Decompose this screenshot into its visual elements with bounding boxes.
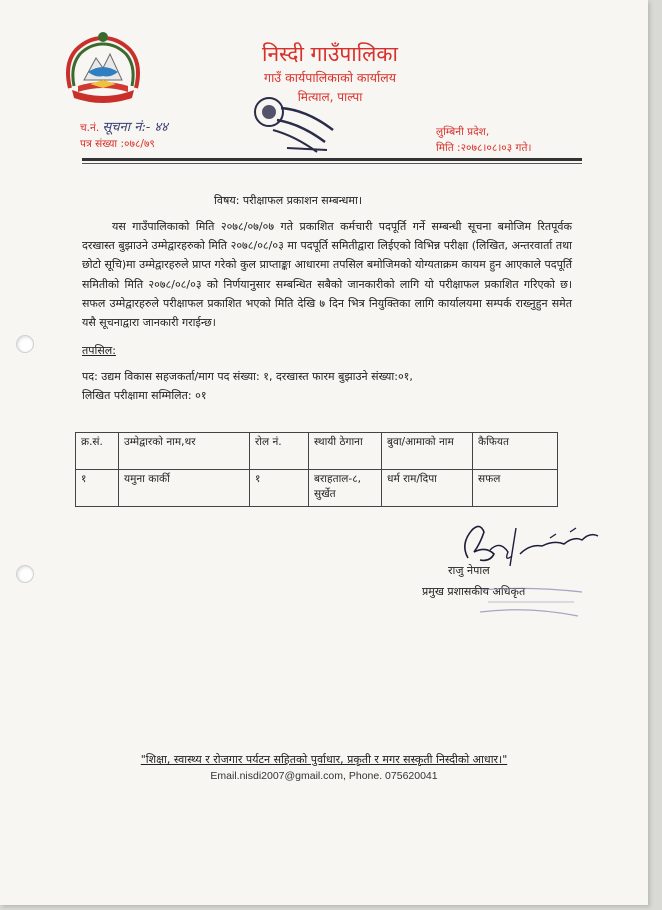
table-header-cell: उम्मेद्वारको नाम,थर [119, 433, 250, 470]
table-cell: सफल [473, 470, 558, 507]
post-text: उद्यम विकास सहजकर्ता/माग पद संख्या: १, दरखास्त फारम बुझाउने संख्या:०१, [97, 370, 413, 383]
signatory-title: प्रमुख प्रशासकीय अधिकृत [422, 585, 526, 598]
body-paragraph: यस गाउँपालिकाको मिति २०७८/०७/०७ गते प्रकाशित कर्मचारी पदपूर्ति गर्ने सम्बन्धी सूचना बमोजिम रितपूर्वक दरखास्त बुझाउने उम्मेद्वारहरुको मिति २०७८/०८/०३ मा पदपूर्ति समितीद्वारा लिईएको विभिन्न परीक्षा (लिखित, अन्तरवार्ता तथा छोटो सूचि)मा उम्मेद्वारहरुले प्राप्त गरेको कुल प्राप्ताङ्का आधारमा तपसिल बमोजिमको योग्यताक्रम कायम हुन आएकाले पदपूर्ति समितीको मिति २०७८/०८/०३ को निर्णयानुसार सम्बन्धित सबैको जानकारीको लागि यो परीक्षाफल प्रकाशित गरिएको छ। सफल उम्मेद्वारहरुले परीक्षाफल प्रकाशित भएको मिति देखि ७ दिन भित्र नियुक्तिका लागि कार्यालयमा सम्पर्क राख्नुहुन समेत यसै सूचनाद्वारा जानकारी गराईन्छ। [82, 220, 572, 330]
nepal-emblem-icon [60, 28, 146, 106]
footer-contact: Email.nisdi2007@gmail.com, Phone. 075620041 [210, 770, 438, 782]
ref-label: च.नं. [80, 122, 100, 134]
results-table [75, 432, 558, 507]
letter-date: मिति :२०७८।०८।०३ गते। [436, 142, 532, 154]
reference-block [80, 120, 168, 152]
table-cell: धर्म राम/दिपा [382, 470, 473, 507]
table-cell: यमुना कार्की [119, 470, 250, 507]
table-header-cell: कैफियत [473, 433, 558, 470]
officer-stamp-icon [478, 582, 588, 622]
punch-hole-bottom [16, 565, 34, 583]
table-cell: बराहताल-८, सुर्खेत [309, 470, 382, 507]
org-name: निस्दी गाउँपालिका [262, 42, 398, 66]
annex-label: तपसिल: [82, 344, 116, 357]
ref-number: सूचना नं:- ४४ [102, 120, 168, 135]
letter-number: पत्र संख्या :०७८/७९ [80, 138, 155, 150]
table-cell: १ [76, 470, 119, 507]
subject-line: विषय: परीक्षाफल प्रकाशन सम्बन्धमा। [214, 194, 363, 207]
table-header-cell: बुवा/आमाको नाम [382, 433, 473, 470]
post-details [82, 367, 572, 405]
office-name: गाउँ कार्यपालिकाको कार्यालय [264, 70, 396, 85]
table-row [76, 470, 558, 507]
province-date-block [436, 124, 531, 156]
office-stamp-icon [247, 88, 347, 158]
header-rule [82, 158, 582, 161]
post-label: पद: [82, 370, 98, 383]
footer-slogan [0, 752, 648, 767]
punch-hole-top [16, 335, 34, 353]
table-header-cell: स्थायी ठेगाना [309, 433, 382, 470]
table-header-cell: क्र.सं. [76, 433, 119, 470]
table-cell: १ [250, 470, 309, 507]
province-name: लुम्बिनी प्रदेश, [436, 126, 490, 138]
header-rule-thin [82, 163, 582, 164]
district-name: मित्याल, पाल्पा [297, 90, 363, 104]
footer-slogan-text: "शिक्षा, स्वास्थ्य र रोजगार पर्यटन सहितको पुर्वाधार, प्रकृती र मगर सस्कृती निस्दीको आधार।" [140, 753, 508, 766]
table-header-cell: रोल नं. [250, 433, 309, 470]
signatory-name: राजु नेपाल [448, 564, 490, 577]
post-text-2: लिखित परीक्षामा सम्मिलित: ०१ [82, 389, 207, 402]
table-header-row [76, 433, 558, 470]
